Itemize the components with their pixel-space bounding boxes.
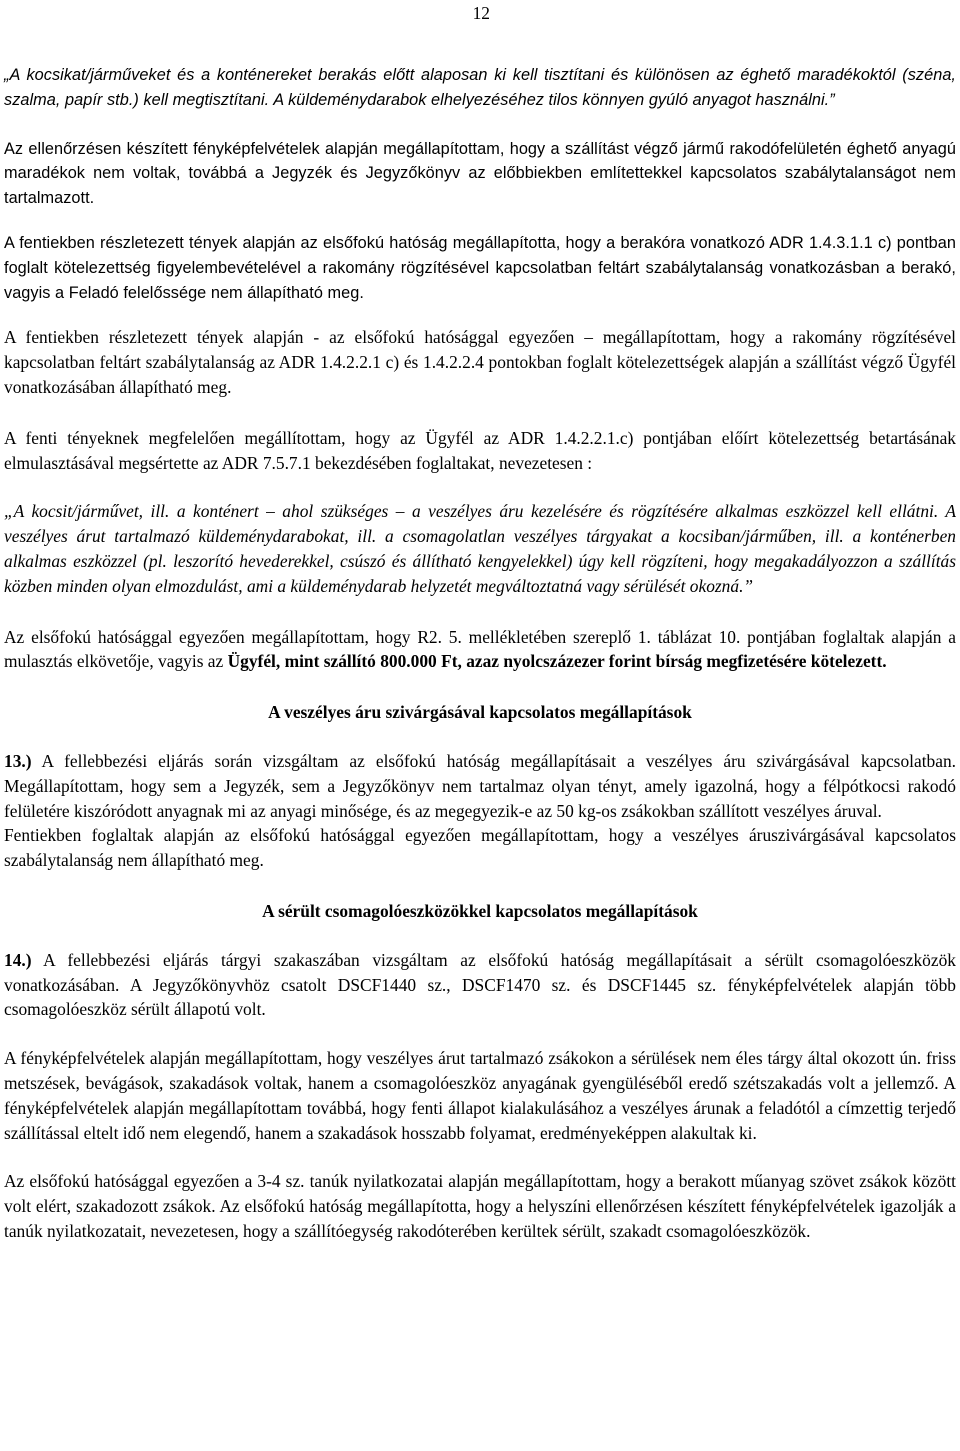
paragraph-loader-finding: A fentiekben részletezett tények alapján az elsőfokú hatóság megállapította, hogy a berakóra vonatkozó ADR 1.4.3.1.1 c) pontban foglalt kötelezettség figyelembevételével a rakomány rögzítésével kapcsolatban feltárt szabálytalanság vonatkozásban a berakó, vagyis a Feladó felelőssége nem állapítható meg. [4,233,956,302]
page-number: 12 [472,3,490,23]
packaging-text: A fellebbezési eljárás tárgyi szakaszában vizsgáltam az elsőfokú hatóság megállapításait a sérült csomagolóeszközök vonatkozásában. A Jegyzőkönyvhöz csatolt DSCF1440 sz., DSCF1470 sz. és DSCF1445 sz. fényképfelvételek alapján több csomagolóeszköz sérült állapotú volt. [4,949,956,1020]
paragraph-fine [4,625,956,675]
paragraph-violation: A fenti tényeknek megfelelően megállítottam, hogy az Ügyfél az ADR 1.4.2.2.1.c) pontjában előírt kötelezettség betartásának elmulasztásával megsértette az ADR 7.5.7.1 bekezdésében foglaltakat, nevezetesen : [4,427,956,473]
item-number-14: 14.) [4,949,32,970]
paragraph-leakage-conclusion: Fentiekben foglaltak alapján az elsőfokú hatósággal egyezően megállapítottam, hogy a veszélyes áruszivárgásával kapcsolatos szabálytalanság nem állapítható meg. [4,825,956,871]
paragraph-photo-inspection: Az ellenőrzésen készített fényképfelvételek alapján megállapítottam, hogy a szállítást végző jármű rakodófelületén éghető anyagú maradékok nem voltak, továbbá a Jegyzék és Jegyzőkönyv az előbbiekben említettekkel kapcsolatos szabálytalanságot nem tartalmazott. [4,139,956,208]
paragraph-witness-statements: Az elsőfokú hatósággal egyezően a 3-4 sz. tanúk nyilatkozatai alapján megállapítottam, hogy a berakott műanyag szövet zsákok között volt elért, szakadozott zsákok. Az elsőfokú hatóság megállapította, hogy a helyszíni ellenőrzésen készített fényképfelvételek igazolják a tanúk nyilatkozatait, nevezetesen, hogy a szállítóegység rakodóterében kerültek sérült, szakadt csomagolóeszközök. [4,1171,956,1241]
document-body [4,63,956,1244]
quote-paragraph-securing: „A kocsit/járművet, ill. a konténert – ahol szükséges – a veszélyes áru kezelésére és rögzítésére alkalmas eszközzel kell ellátni. A veszélyes árut tartalmazó küldeménydarabokat, ill. a csomagolatlan veszélyes tárgyakat a kocsiban/járműben, ill. a konténerben alkalmas eszközzel (pl. leszorító hevederekkel, csúszó és állítható kengyelekkel) úgy kell rögzíteni, hogy megakadályozzon a szállítás közben minden olyan elmozdulást, ami a küldeménydarab helyzetét megváltoztatná vagy sérülését okozná.” [4,501,956,596]
section-heading-leakage: A veszélyes áru szivárgásával kapcsolatos megállapítások [268,702,692,723]
paragraph-leakage [4,749,956,823]
paragraph-packaging [4,948,956,1022]
paragraph-carrier-finding: A fentiekben részletezett tények alapján - az elsőfokú hatósággal egyezően – megállapítottam, hogy a rakomány rögzítésével kapcsolatban feltárt szabálytalanság az ADR 1.4.2.2.1 c) és 1.4.2.2.4 pontokban foglalt kötelezettségek alapján a szállítást végző Ügyfél vonatkozásában állapítható meg. [4,327,956,397]
quote-paragraph-cleaning: „A kocsikat/járműveket és a konténereket berakás előtt alaposan ki kell tisztítani és különösen az éghető maradékoktól (széna, szalma, papír stb.) kell megtisztítani. A küldeménydarabok elhelyezéséhez tilos könnyen gyúló anyagot használni.” [4,66,956,109]
leakage-text: A fellebbezési eljárás során vizsgáltam az elsőfokú hatóság megállapításait a veszélyes áru szivárgásával kapcsolatban. Megállapítottam, hogy sem a Jegyzék, sem a Jegyzőkönyv nem tartalmaz olyan tényt, amely igazolná, hogy a félpótkocsi rakodó felületére kiszóródott anyagnak mi az anyagi minősége, és az megegyezik-e az 50 kg-os zsákokban szállított veszélyes áruval. [4,750,956,821]
fine-text: Az elsőfokú hatósággal egyezően megállapítottam, hogy R2. 5. mellékletében szereplő 1. táblázat 10. pontjában foglaltak alapján a mulasztás elkövetője, vagyis az [4,626,956,672]
fine-amount-text: Ügyfél, mint szállító 800.000 Ft, azaz nyolcszázezer forint bírság megfizetésére kötelezett. [227,651,887,672]
section-heading-packaging: A sérült csomagolóeszközökkel kapcsolatos megállapítások [262,900,698,921]
paragraph-photo-analysis: A fényképfelvételek alapján megállapítottam, hogy veszélyes árut tartalmazó zsákokon a sérülések nem éles tárgy által okozott ún. friss metszések, bevágások, szakadások voltak, hanem a csomagolóeszköz anyagának gyengüléséből eredő szétszakadás volt a jellemző. A fényképfelvételek alapján megállapítottam továbbá, hogy fenti állapot kialakulásához a veszélyes árunak a feladótól a címzettig terjedő szállítással eltelt idő nem elegendő, hanem a szakadások hosszabb folyamat, eredményeképpen alakultak ki. [4,1048,956,1143]
item-number-13: 13.) [4,750,32,771]
